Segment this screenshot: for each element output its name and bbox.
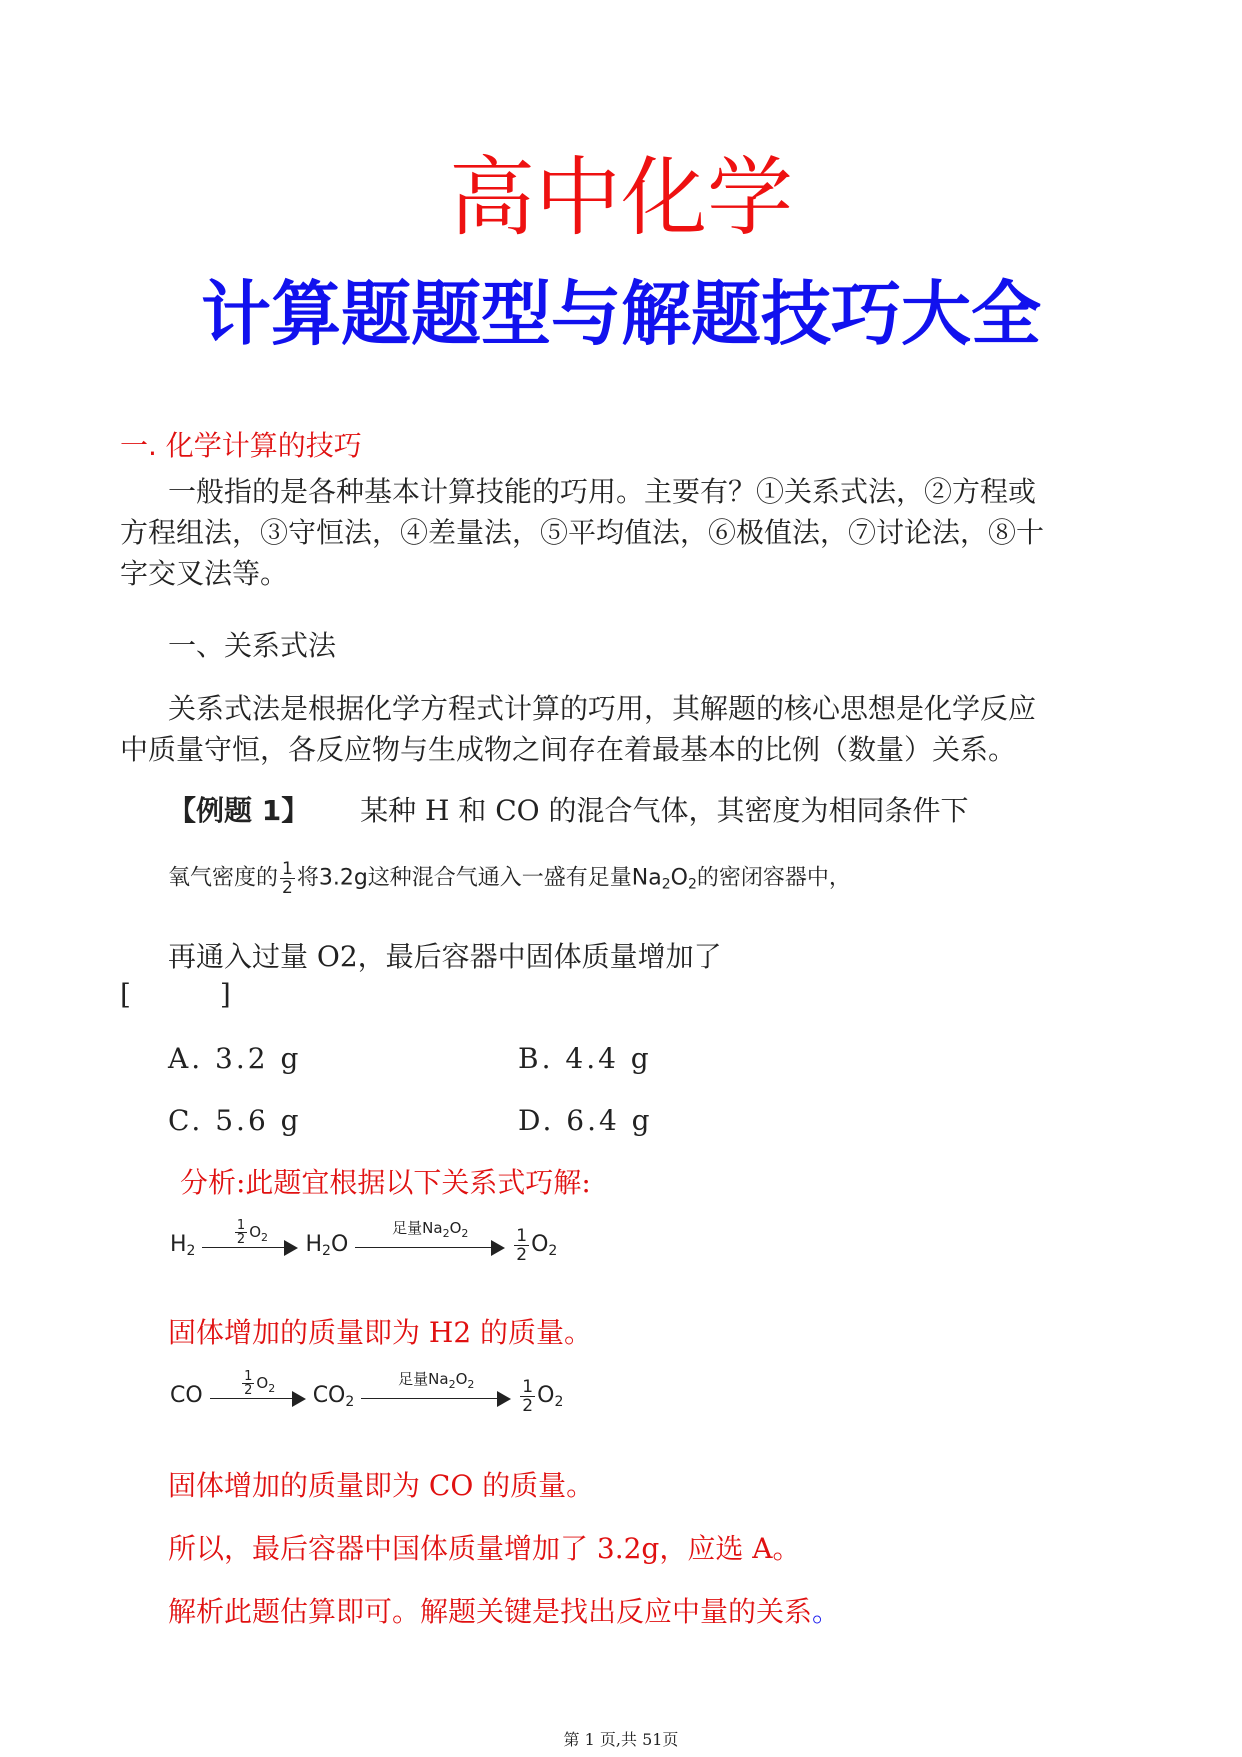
option-c: C. 5.6 g [168, 1104, 302, 1137]
analysis-intro: 分析:此题宜根据以下关系式巧解: [180, 1166, 591, 1199]
relation-equation-co: CO $\frac{1}{2}$ $O_2$ $CO_2$ 足量$Na_2O_2$ $\frac{1}{2}$ $O_2$ [170, 1369, 564, 1416]
example-line-2-pre: 氧气密度的 [168, 865, 279, 891]
page-footer: 第 1 页,共 51页 [563, 1730, 679, 1749]
analysis-summary: 解析此题估算即可。解题关键是找出反应中量的关系。 [168, 1595, 841, 1628]
analysis-note-co: 固体增加的质量即为 CO 的质量。 [168, 1469, 595, 1502]
example-line-2: 氧气密度的 $\frac{1}{2}$ 将3.2g这种混合气通入一盛有足量$Na_2O_2$的密闭容器中， [168, 859, 851, 898]
desc-line-1: 关系式法是根据化学方程式计算的巧用，其解题的核心思想是化学反应 [168, 692, 1037, 725]
intro-line-2: 方程组法，③守恒法，④差量法，⑤平均值法，⑥极值法，⑦讨论法，⑧十 [120, 516, 1045, 549]
example-line-2-end: 的密闭容器中， [696, 865, 851, 891]
example-line-3: 再通入过量 O2，最后容器中固体质量增加了 [168, 940, 722, 973]
document-subtitle: 计算题题型与解题技巧大全 [201, 273, 1041, 355]
example-line-2-post: 将3.2g这种混合气通入一盛有足量Na [296, 865, 662, 891]
analysis-note-h2: 固体增加的质量即为 H2 的质量。 [168, 1316, 593, 1349]
analysis-conclusion: 所以，最后容器中国体质量增加了 3.2g，应选 A。 [168, 1532, 801, 1565]
result-fraction: $\frac{1}{2}$ [522, 1376, 534, 1416]
option-d: D. 6.4 g [518, 1104, 653, 1137]
option-b: B. 4.4 g [518, 1042, 652, 1075]
answer-bracket: [ ] [120, 978, 231, 1011]
arrow-na2o2: 足量$Na_2O_2$ [355, 1225, 505, 1265]
arrow-half-o2: $\frac{1}{2}$ $O_2$ [210, 1376, 306, 1416]
subsection-heading: 一、关系式法 [168, 629, 337, 662]
arrow-half-o2: $\frac{1}{2}$ $O_2$ [202, 1225, 298, 1265]
example-line-1 [168, 791, 969, 831]
half-fraction: $\frac{1}{2}$ [282, 859, 293, 898]
section-heading: 一. 化学计算的技巧 [120, 429, 362, 462]
desc-line-2: 中质量守恒，各反应物与生成物之间存在着最基本的比例（数量）关系。 [120, 733, 1017, 766]
intro-line-3: 字交叉法等。 [120, 557, 289, 590]
relation-equation-h2: $H_2$ $\frac{1}{2}$ $O_2$ $H_2O$ 足量$Na_2O_2$ $\frac{1}{2}$ $O_2$ [170, 1218, 558, 1265]
intro-line-1: 一般指的是各种基本计算技能的巧用。主要有？①关系式法，②方程或 [168, 475, 1037, 508]
option-a: A. 3.2 g [168, 1042, 302, 1075]
document-title: 高中化学 [449, 148, 793, 248]
example-label: 【例题 1】 [168, 794, 310, 827]
arrow-na2o2: 足量$Na_2O_2$ [361, 1376, 511, 1416]
result-fraction: $\frac{1}{2}$ [516, 1225, 528, 1265]
example-text: 某种 H 和 CO 的混合气体，其密度为相同条件下 [360, 794, 969, 827]
